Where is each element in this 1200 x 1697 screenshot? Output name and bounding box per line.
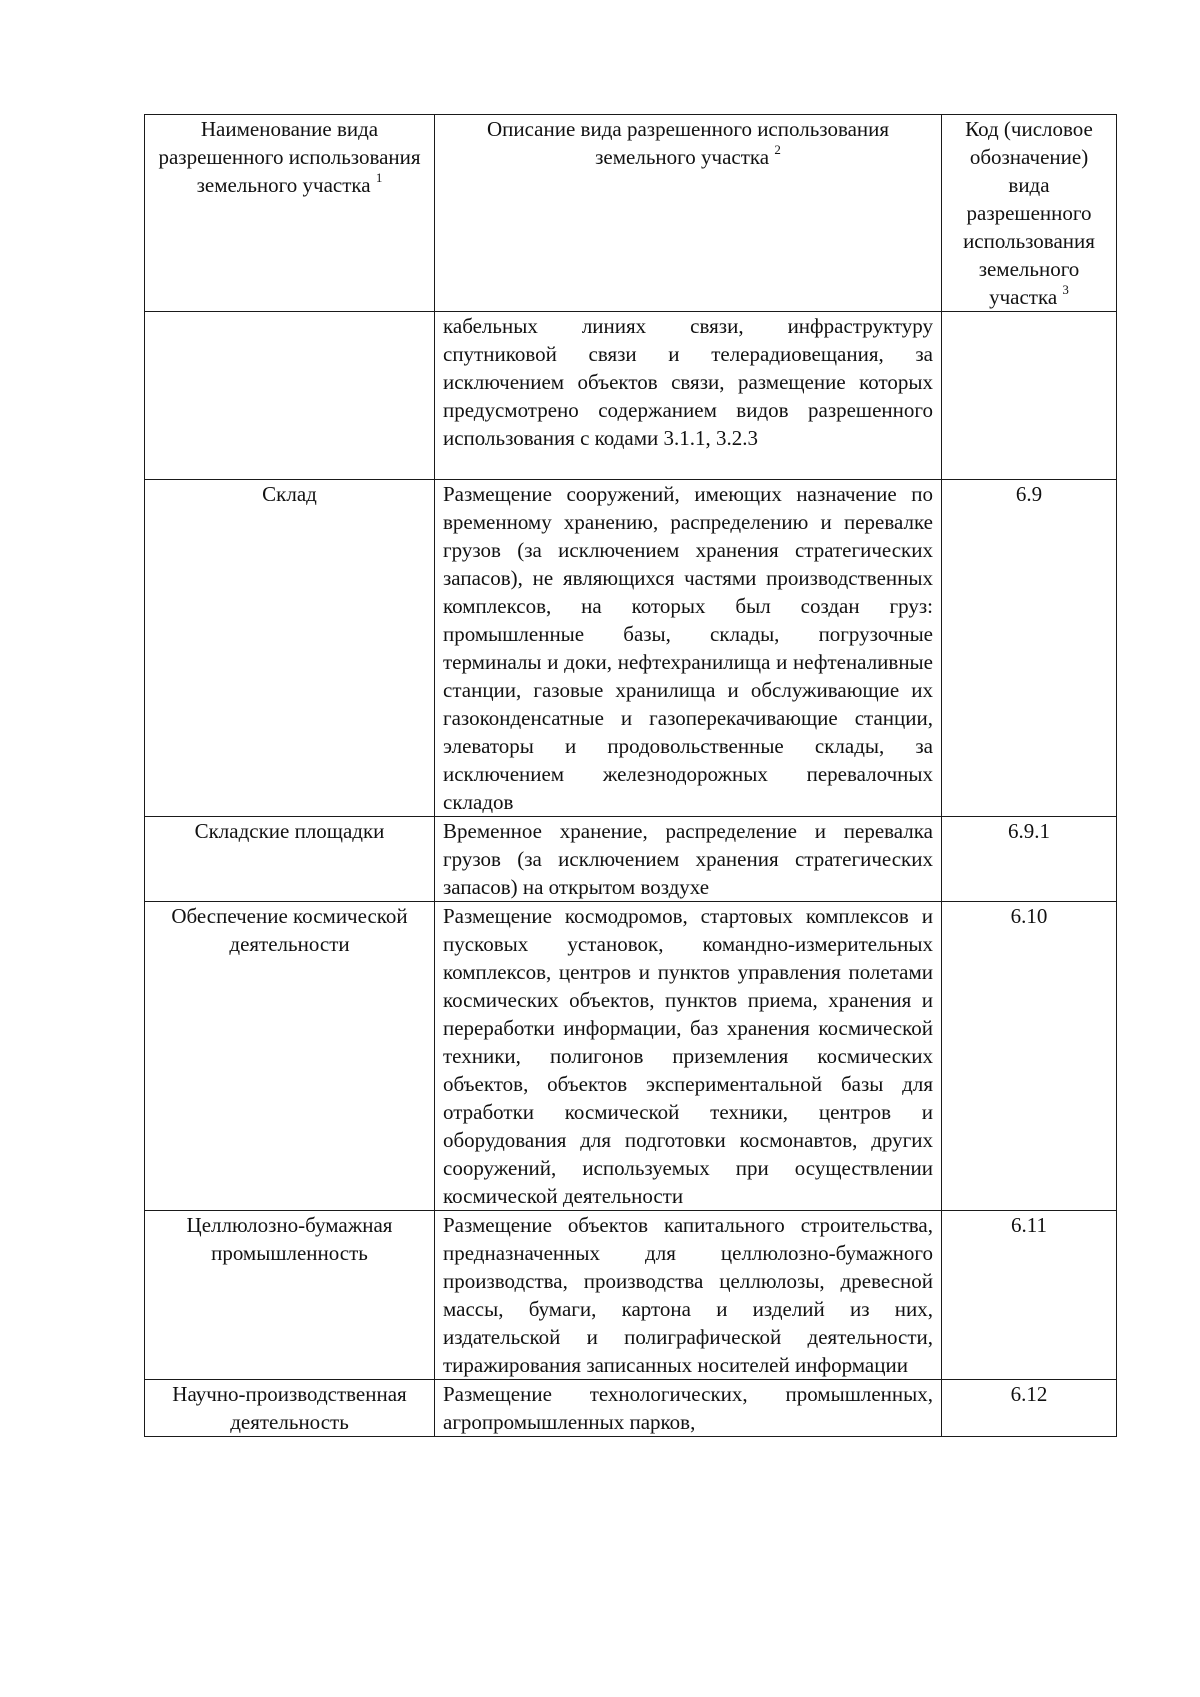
table-row [145,817,1117,902]
row-description: Размещение космодромов, стартовых комплексов и пусковых установок, командно-измерительных комплексов, центров и пунктов управления полетами космических объектов, пунктов приема, хранения и переработки информации, баз хранения космической техники, полигонов приземления космических объектов, объектов экспериментальной базы для отработки космической техники, центров и оборудования для подготовки космонавтов, других сооружений, используемых при осуществлении космической деятельности [435,902,942,1211]
row-name: Обеспечение космической деятельности [145,902,435,1211]
row-description: кабельных линиях связи, инфраструктуру спутниковой связи и телерадиовещания, за исключением объектов связи, размещение которых предусмотрено содержанием видов разрешенного использования с кодами 3.1.1, 3.2.3 [435,312,942,480]
land-use-table [144,114,1117,1437]
table-row [145,1380,1117,1437]
header-name-text: Наименование вида разрешенного использования земельного участка [158,117,421,197]
row-description: Временное хранение, распределение и перевалка грузов (за исключением хранения стратегических запасов) на открытом воздухе [435,817,942,902]
row-name: Научно-производственная деятельность [145,1380,435,1437]
row-code: 6.9.1 [942,817,1117,902]
table-header-row [145,115,1117,312]
header-code-footnote: 3 [1062,282,1069,297]
row-code: 6.10 [942,902,1117,1211]
row-name: Целлюлозно-бумажная промышленность [145,1211,435,1380]
table-row [145,480,1117,817]
row-code: 6.11 [942,1211,1117,1380]
header-description-text: Описание вида разрешенного использования земельного участка [486,117,890,169]
row-name [145,312,435,480]
header-description [435,115,942,312]
header-code-text: Код (числовое обозначение) вида разрешенного использования земельного участка [963,117,1095,309]
header-code [942,115,1117,312]
row-description: Размещение сооружений, имеющих назначение по временному хранению, распределению и перевалке грузов (за исключением хранения стратегических запасов), не являющихся частями производственных комплексов, на которых был создан груз: промышленные базы, склады, погрузочные терминалы и доки, нефтехранилища и нефтеналивные станции, газовые хранилища и обслуживающие их газоконденсатные и газоперекачивающие станции, элеваторы и продовольственные склады, за исключением железнодорожных перевалочных складов [435,480,942,817]
row-code: 6.12 [942,1380,1117,1437]
row-name: Склад [145,480,435,817]
table-row [145,312,1117,480]
row-name: Складские площадки [145,817,435,902]
row-description: Размещение объектов капитального строительства, предназначенных для целлюлозно-бумажного производства, производства целлюлозы, древесной массы, бумаги, картона и изделий из них, издательской и полиграфической деятельности, тиражирования записанных носителей информации [435,1211,942,1380]
row-description: Размещение технологических, промышленных, агропромышленных парков, [435,1380,942,1437]
table-row [145,1211,1117,1380]
header-name-footnote: 1 [375,170,383,185]
row-code: 6.9 [942,480,1117,817]
row-code [942,312,1117,480]
header-description-footnote: 2 [774,142,781,157]
header-name [145,115,435,312]
table-row [145,902,1117,1211]
